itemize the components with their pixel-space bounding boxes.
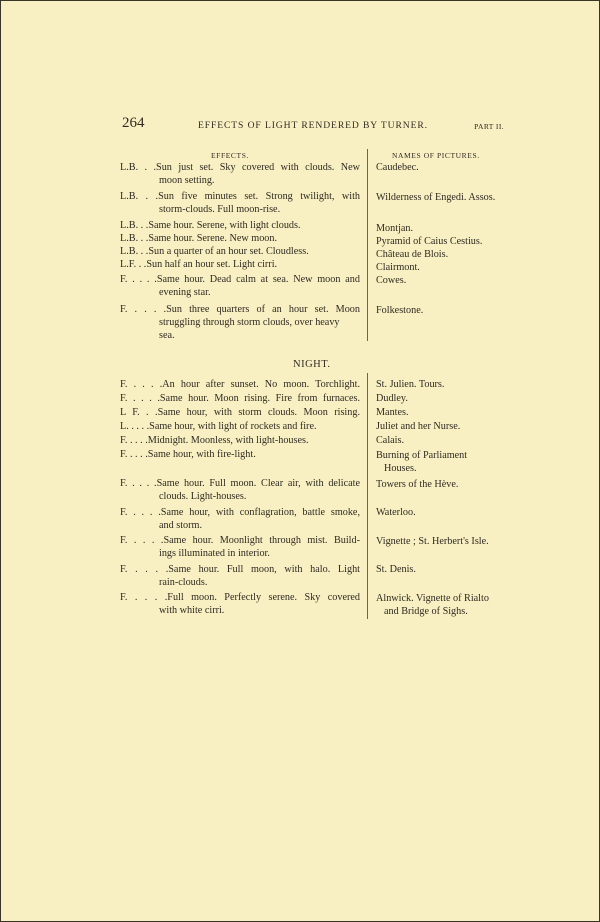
picture-entry: [376, 235, 516, 248]
source-code: F. . . . .: [120, 535, 164, 546]
effect-text-cont: moon setting.: [159, 175, 215, 186]
effect-text-cont: sea.: [159, 330, 175, 341]
picture-entry: [376, 392, 516, 405]
effect-text-cont: storm-clouds. Full moon-rise.: [159, 204, 281, 215]
page-header: [122, 115, 504, 137]
source-code: F. . . . .: [120, 507, 161, 518]
effect-text: Sun half an hour set. Light cirri.: [146, 259, 278, 270]
effect-entry: [120, 420, 360, 433]
picture-name: Montjan.: [376, 223, 414, 234]
effect-text: Same hour. Full moon, with halo. Light: [168, 564, 361, 575]
effect-entry: [120, 563, 360, 589]
effect-text: Sun three quarters of an hour set. Moon: [166, 304, 360, 315]
picture-name: Burning of Parliament: [376, 450, 468, 461]
effect-text-cont: with white cirri.: [159, 605, 225, 616]
picture-entry: [376, 592, 516, 618]
picture-entry: [376, 434, 516, 447]
effect-entry: [120, 190, 360, 216]
effect-entry: [120, 161, 360, 187]
source-code: F. . . . .: [120, 379, 163, 390]
picture-entry: [376, 222, 516, 235]
effect-text: An hour after sunset. No moon. Torchlight.: [162, 379, 361, 390]
picture-name: Folkestone.: [376, 305, 424, 316]
effect-text: Midnight. Moonless, with light-houses.: [147, 435, 309, 446]
picture-name: Dudley.: [376, 393, 408, 404]
effect-text-cont: ings illuminated in interior.: [159, 548, 270, 559]
picture-name: Pyramid of Caius Cestius.: [376, 236, 483, 247]
effect-text: Same hour. Moonlight through mist. Build-: [163, 535, 360, 546]
effect-entry: [120, 378, 360, 391]
effect-entry: [120, 219, 360, 232]
effect-text: Same hour, with storm clouds. Moon rising.: [157, 407, 360, 418]
effect-text: Same hour, with light of rockets and fire.: [149, 421, 317, 432]
picture-name: Cowes.: [376, 275, 407, 286]
picture-name: Mantes.: [376, 407, 409, 418]
names-column-heading: NAMES OF PICTURES.: [392, 151, 480, 160]
source-code: L.B. . .: [120, 220, 149, 231]
effect-entry: [120, 406, 360, 419]
picture-entry: [376, 420, 516, 433]
effect-entry: [120, 232, 360, 245]
picture-entry: [376, 191, 516, 204]
effect-entry: [120, 245, 360, 258]
effect-text: Same hour, with conflagration, battle smoke,: [160, 507, 360, 518]
page-number: 264: [122, 115, 145, 131]
picture-name: St. Julien. Tours.: [376, 379, 445, 390]
effect-entry: [120, 448, 360, 461]
source-code: L F. . .: [120, 407, 158, 418]
picture-name: Alnwick. Vignette of Rialto: [376, 593, 489, 604]
effect-entry: [120, 591, 360, 617]
effect-text: Same hour, with fire-light.: [147, 449, 256, 460]
source-code: F. . . . .: [120, 592, 168, 603]
picture-entry: [376, 274, 516, 287]
picture-name: Clairmont.: [376, 262, 420, 273]
effect-text: Sun just set. Sky covered with clouds. New: [156, 162, 360, 173]
source-code: F. . . . .: [120, 435, 148, 446]
effect-text: Same hour. Moon rising. Fire from furnaces.: [159, 393, 360, 404]
column-divider-evening: [367, 149, 368, 341]
picture-entry: [376, 449, 516, 475]
effect-entry: [120, 477, 360, 503]
effect-entry: [120, 534, 360, 560]
effect-entry: [120, 506, 360, 532]
picture-name: Wilderness of Engedi. Assos.: [376, 192, 496, 203]
effect-text: Sun a quarter of an hour set. Cloudless.: [148, 246, 309, 257]
source-code: F. . . . .: [120, 478, 157, 489]
source-code: F. . . . .: [120, 393, 160, 404]
picture-entry: [376, 261, 516, 274]
picture-entry: [376, 506, 516, 519]
effect-text-cont: rain-clouds.: [159, 577, 208, 588]
picture-name: Château de Blois.: [376, 249, 449, 260]
picture-name-cont: and Bridge of Sighs.: [384, 606, 468, 617]
picture-entry: [376, 248, 516, 261]
source-code: L.B. . .: [120, 191, 159, 202]
effect-text: Same hour. Serene, with light clouds.: [148, 220, 301, 231]
column-divider-night: [367, 373, 368, 619]
source-code: L.F. . .: [120, 259, 147, 270]
source-code: F. . . . .: [120, 304, 167, 315]
section-heading-night: NIGHT.: [293, 359, 331, 370]
source-code: L.B. . .: [120, 162, 157, 173]
effect-text: Same hour. Dead calm at sea. New moon and: [156, 274, 360, 285]
effect-entry: [120, 392, 360, 405]
picture-name: Waterloo.: [376, 507, 416, 518]
picture-entry: [376, 406, 516, 419]
running-title: EFFECTS OF LIGHT RENDERED BY TURNER.: [198, 120, 428, 131]
effect-text: Same hour. Full moon. Clear air, with delicate: [156, 478, 360, 489]
effect-text-cont: and storm.: [159, 520, 203, 531]
source-code: F. . . . .: [120, 274, 157, 285]
effect-entry: [120, 258, 360, 271]
effect-text-cont: struggling through storm clouds, over heavy: [159, 317, 340, 328]
picture-entry: [376, 161, 516, 174]
picture-entry: [376, 535, 516, 548]
effects-column-heading: EFFECTS.: [211, 151, 249, 160]
source-code: F. . . . .: [120, 449, 148, 460]
effect-text: Sun five minutes set. Strong twilight, with: [158, 191, 360, 202]
source-code: F. . . . .: [120, 564, 169, 575]
picture-entry: [376, 304, 516, 317]
picture-name-cont: Houses.: [384, 463, 417, 474]
picture-entry: [376, 563, 516, 576]
effect-text: Same hour. Serene. New moon.: [148, 233, 278, 244]
source-code: L. . . . .: [120, 421, 150, 432]
picture-name: Juliet and her Nurse.: [376, 421, 461, 432]
picture-name: Towers of the Hève.: [376, 479, 459, 490]
effect-entry: [120, 303, 360, 342]
picture-name: Vignette ; St. Herbert's Isle.: [376, 536, 489, 547]
effect-text-cont: clouds. Light-houses.: [159, 491, 247, 502]
picture-name: Caudebec.: [376, 162, 419, 173]
source-code: L.B. . .: [120, 233, 149, 244]
effect-text: Full moon. Perfectly serene. Sky covered: [167, 592, 360, 603]
picture-entry: [376, 478, 516, 491]
picture-name: Calais.: [376, 435, 405, 446]
picture-name: St. Denis.: [376, 564, 416, 575]
part-label: PART II.: [474, 122, 504, 131]
picture-entry: [376, 378, 516, 391]
source-code: L.B. . .: [120, 246, 149, 257]
effect-text-cont: evening star.: [159, 287, 211, 298]
effect-entry: [120, 434, 360, 447]
effect-entry: [120, 273, 360, 299]
